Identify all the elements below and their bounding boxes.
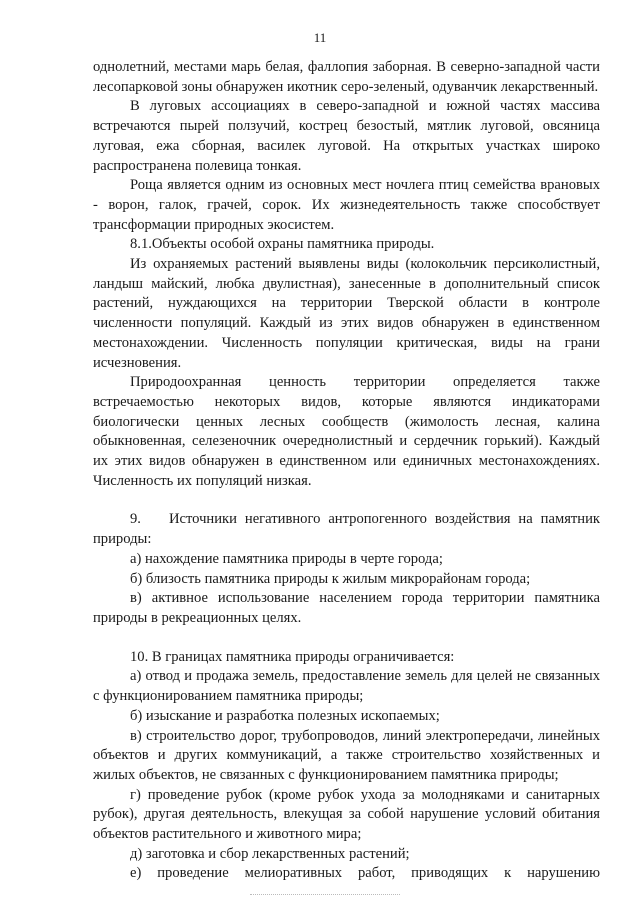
section-10-heading: 10. В границах памятника природы ограничивается: [130,648,455,665]
list-item: а) нахождение памятника природы в черте города; [130,550,443,567]
paragraph: однолетний, местами марь белая, фаллопия заборная. В северно-западной части лесопарковой зоны обнаружен икотник серо-зеленый, одуванчик лекарственный. [93,59,600,95]
spacer [93,491,600,510]
page-number: 11 [313,30,327,45]
document-body [93,58,600,884]
list-item: г) проведение рубок (кроме рубок ухода за молодняками и санитарных рубок), другая деятельность, влекущая за собой нарушение условий обитания объектов растительного и животного мира; [93,786,600,843]
section-heading-8-1: 8.1.Объекты особой охраны памятника природы. [130,236,435,253]
section-9-heading [93,510,600,549]
list-item: е) проведение мелиоративных работ, приводящих к нарушению [130,865,600,882]
list-item: б) изыскание и разработка полезных ископаемых; [130,707,440,724]
list-item: а) отвод и продажа земель, предоставление земель для целей не связанных с функционированием памятника природы; [93,668,600,705]
section-9-number: 9. [130,511,141,528]
section-9-title: Источники негативного антропогенного воздействия на памятник природы: [93,511,600,548]
paragraph: Природоохранная ценность территории определяется также встречаемостью некоторых видов, которые являются индикаторами биологически ценных лесных сообществ (жимолость лесная, калина обыкновенная, селезеночник очереднолистный и сердечник горький). Каждый их этих видов обнаружен в единственном или единичных местонахождениях. Численность их популяций низкая. [93,374,600,489]
list-item: в) активное использование населением города территории памятника природы в рекреационных целях. [93,590,600,626]
list-item: д) заготовка и сбор лекарственных растений; [130,845,410,862]
paragraph: В луговых ассоциациях в северо-западной и южной частях массива встречаются пырей ползучий, кострец безостый, мятлик луговой, овсяница луговая, ежа сборная, василек луговой. На открытых участках широко распространена полевица тонкая. [93,98,600,174]
spacer [93,629,600,648]
list-item: в) строительство дорог, трубопроводов, линий электропередачи, линейных объектов и других коммуникаций, а также строительство хозяйственных и жилых объектов, не связанных с функционированием памятника природы; [93,727,600,783]
paragraph: Роща является одним из основных мест ночлега птиц семейства врановых - ворон, галок, грачей, сорок. Их жизнедеятельность также способствует трансформации природных экосистем. [93,177,600,233]
scan-artifact-line [250,894,400,895]
paragraph: Из охраняемых растений выявлены виды (колокольчик персиколистный, ландыш майский, любка двулистная), занесенные в дополнительный список растений, нуждающихся на территории Тверской области в контроле численности популяций. Каждый из этих видов обнаружен в единственном местонахождении. Численность популяции критическая, виды на грани исчезновения. [93,256,600,371]
list-item: б) близость памятника природы к жилым микрорайонам города; [130,570,531,587]
